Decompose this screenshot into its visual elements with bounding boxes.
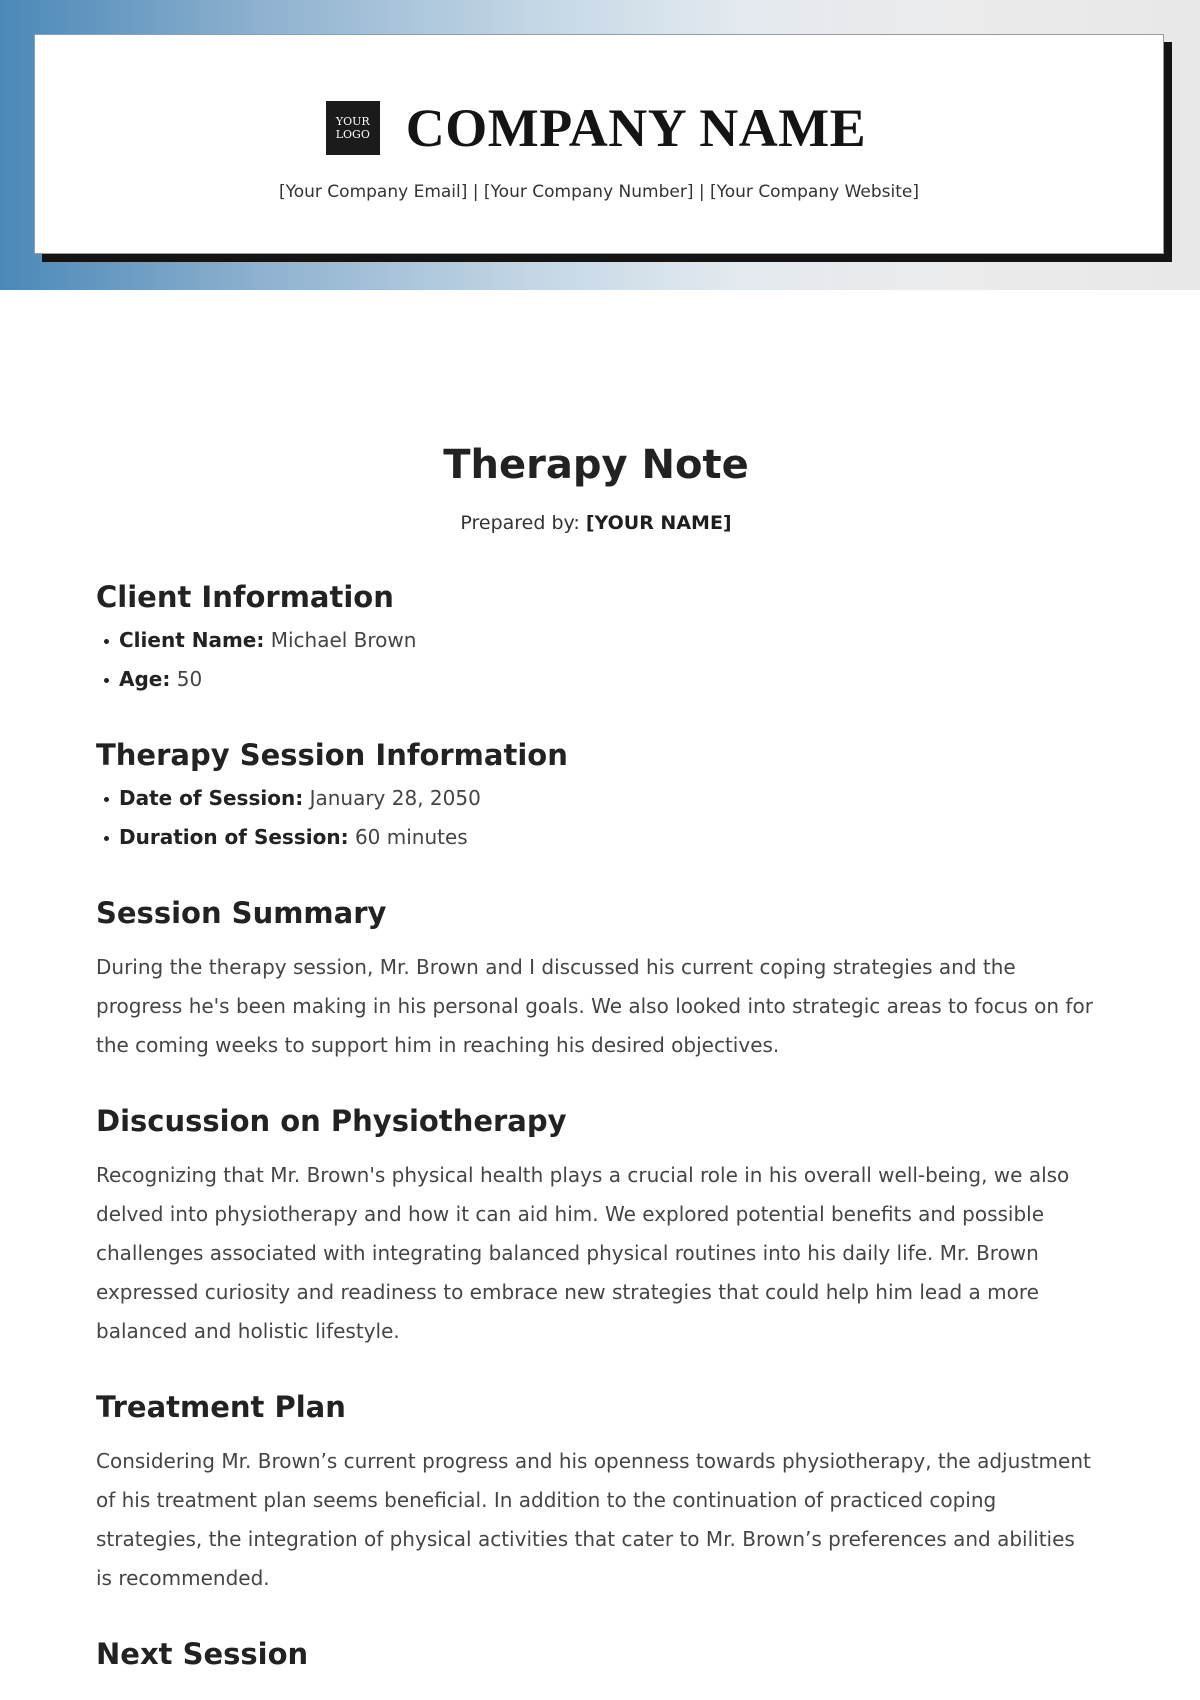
document-body <box>96 440 1096 1672</box>
document-title: Therapy Note <box>443 442 749 488</box>
prepared-by-label: Prepared by: <box>460 512 580 534</box>
list-item <box>104 779 1096 818</box>
field-label: Client Name: <box>119 628 265 652</box>
physiotherapy-heading: Discussion on Physiotherapy <box>96 1104 567 1138</box>
next-session-section <box>96 1636 1096 1672</box>
field-value: Michael Brown <box>270 628 417 652</box>
next-session-heading: Next Session <box>96 1637 309 1671</box>
company-contact-line: [Your Company Email] | [Your Company Number] | [Your Company Website] <box>278 182 919 202</box>
field-label: Age: <box>119 667 171 691</box>
field-value: 60 minutes <box>354 825 468 849</box>
session-information-section <box>96 737 1096 857</box>
logo-line-1: YOUR <box>335 115 370 128</box>
client-information-list <box>104 621 1096 699</box>
treatment-plan-heading: Treatment Plan <box>96 1390 346 1424</box>
company-name: COMPANY NAME <box>405 98 867 158</box>
field-value: January 28, 2050 <box>309 786 481 810</box>
session-summary-text: During the therapy session, Mr. Brown and I discussed his current coping strategies and the progress he's been making in his personal goals. We also looked into strategic areas to focus on for the coming weeks to support him in reaching his desired objectives. <box>96 955 1093 1057</box>
client-information-heading: Client Information <box>96 580 394 614</box>
field-label: Duration of Session: <box>119 825 349 849</box>
brand-row <box>35 98 1163 158</box>
session-information-list <box>104 779 1096 857</box>
client-information-section <box>96 579 1096 699</box>
header-card <box>34 34 1164 254</box>
treatment-plan-section <box>96 1389 1096 1598</box>
list-item <box>104 818 1096 857</box>
session-summary-section <box>96 895 1096 1065</box>
field-label: Date of Session: <box>119 786 304 810</box>
physiotherapy-text: Recognizing that Mr. Brown's physical health plays a crucial role in his overall well-being, we also delved into physiotherapy and how it can aid him. We explored potential benefits and possible challenges associated with integrating balanced physical routines into his daily life. Mr. Brown expressed curiosity and readiness to embrace new strategies that could help him lead a more balanced and holistic lifestyle. <box>96 1163 1070 1343</box>
prepared-by-name: [YOUR NAME] <box>585 512 732 534</box>
session-summary-heading: Session Summary <box>96 896 387 930</box>
treatment-plan-text: Considering Mr. Brown’s current progress and his openness towards physiotherapy, the adjustment of his treatment plan seems beneficial. In addition to the continuation of practiced coping strategies, the integration of physical activities that cater to Mr. Brown’s preferences and abilities is recommended. <box>96 1449 1091 1590</box>
list-item <box>104 621 1096 660</box>
logo-line-2: LOGO <box>335 128 370 141</box>
list-item <box>104 660 1096 699</box>
field-value: 50 <box>176 667 203 691</box>
session-information-heading: Therapy Session Information <box>96 738 568 772</box>
prepared-by <box>96 510 1096 536</box>
company-logo <box>326 101 380 155</box>
physiotherapy-section <box>96 1103 1096 1351</box>
